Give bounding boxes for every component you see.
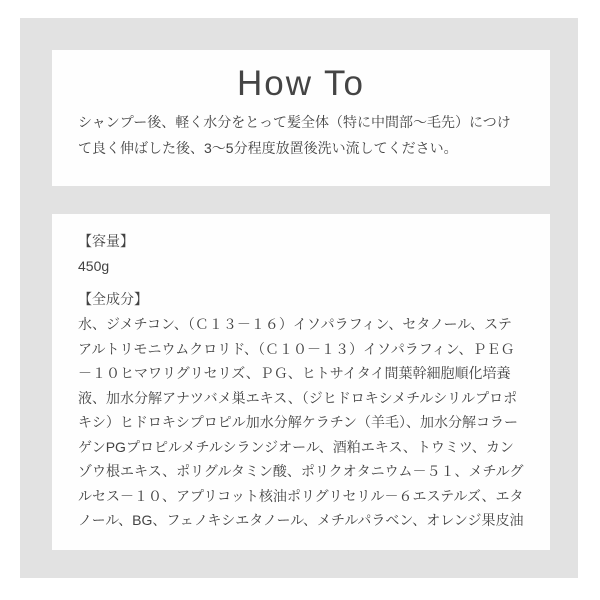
capacity-value: 450g	[78, 258, 110, 274]
ingredients-label: 【全成分】	[78, 291, 148, 307]
product-details-card	[52, 214, 550, 550]
how-to-instructions: シャンプー後、軽く水分をとって髪全体（特に中間部～毛先）につけて良く伸ばした後、3～5分程度放置後洗い流してください。	[78, 114, 511, 156]
how-to-card	[52, 50, 550, 186]
capacity-label: 【容量】	[78, 233, 134, 249]
ingredients-list: 水、ジメチコン、（Ｃ１３－１６）イソパラフィン、セタノール、ステアルトリモニウムクロリド、（Ｃ１０－１３）イソパラフィン、ＰＥＧ－１０ヒマワリグリセリズ、ＰＧ、ヒトサイタイ間葉幹細胞順化培養液、加水分解アナツバメ巣エキス、（ジヒドロキシメチルシリルプロポキシ）ヒドロキシプロピル加水分解ケラチン（羊毛）、加水分解コラーゲンPGプロピルメチルシランジオール、酒粕エキス、トウミツ、カンゾウ根エキス、ポリグルタミン酸、ポリクオタニウム－５１、メチルグルセス－１０、アプリコット核油ポリグリセリル－６エステルズ、エタノール、BG、フェノキシエタノール、メチルパラベン、オレンジ果皮油	[78, 316, 524, 528]
how-to-title: How To	[236, 64, 366, 103]
gray-backdrop-panel	[20, 18, 578, 578]
